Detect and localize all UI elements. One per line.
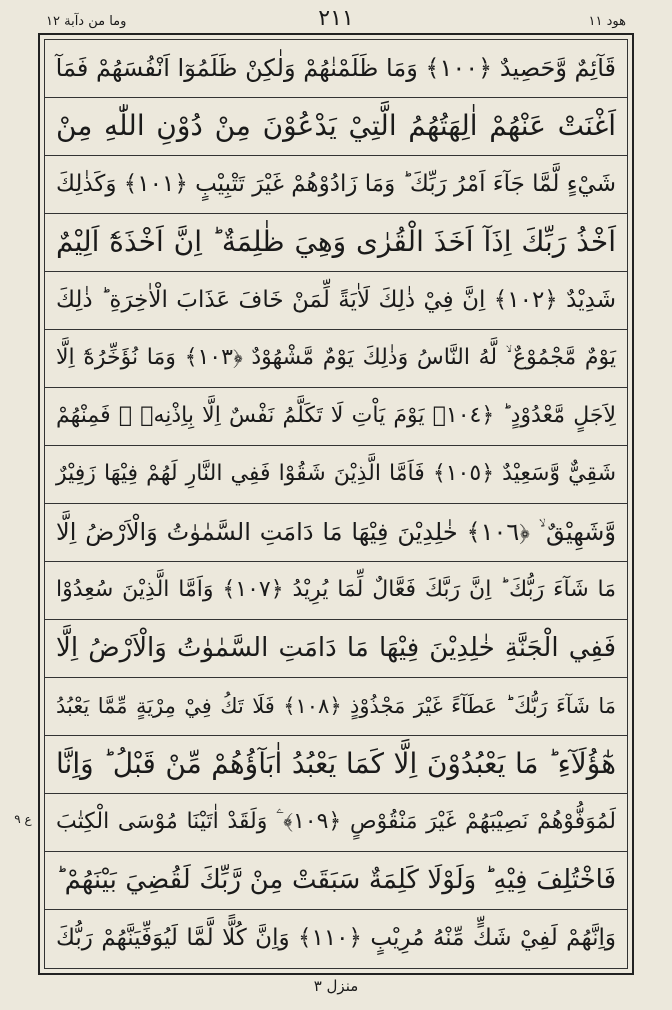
text-line: يَوْمٌ مَّجْمُوْعٌ ۙ لَّهُ النَّاسُ وَذٰلِكَ يَوْمٌ مَّشْهُوْدٌ ﴿١٠٣﴾ وَمَا نُؤَخِّرُهٗٓ اِلَّا [56,345,616,370]
text-line: هٰٓؤُلَآءِ ؕ مَا يَعْبُدُوْنَ اِلَّا كَمَا يَعْبُدُ اٰبَآؤُهُمْ مِّنْ قَبْلُ ؕ وَاِنَّا [56,747,616,780]
text-line: شَدِيْدٌ ﴿١٠٢﴾ اِنَّ فِيْ ذٰلِكَ لَاٰيَةً لِّمَنْ خَافَ عَذَابَ الْاٰخِرَةِ ؕ ذٰلِكَ [56,287,616,313]
text-line: شَقِيٌّ وَّسَعِيْدٌ ﴿١٠٥﴾ فَاَمَّا الَّذِيْنَ شَقُوْا فَفِي النَّارِ لَهُمْ فِيْهَا زَفِيْرٌ [56,461,617,486]
text-block [44,39,628,969]
text-line: قَآئِمٌ وَّحَصِيدٌ ﴿١٠٠﴾ وَمَا ظَلَمْنٰهُمْ وَلٰكِنْ ظَلَمُوٓا اَنْفُسَهُمْ فَمَآ [55,54,616,82]
text-line: مَا شَآءَ رَبُّكَ ؕ اِنَّ رَبَّكَ فَعَّالٌ لِّمَا يُرِيْدُ ﴿١٠٧﴾ وَاَمَّا الَّذِيْنَ سُعِدُوْا [56,577,616,602]
text-line: لِاَجَلٍ مَّعْدُوْدٍ ؕ ﴿١٠٤﴾ يَوْمَ يَاْتِ لَا تَكَلَّمُ نَفْسٌ اِلَّا بِاِذْنِهٖ ۚ فَمِنْهُمْ [56,403,617,428]
page-number: ٢١١ [318,6,354,31]
text-line: لَمُوَفُّوْهُمْ نَصِيْبَهُمْ غَيْرَ مَنْقُوْصٍ ﴿١٠٩﴾ ۧ وَلَقَدْ اٰتَيْنَا مُوْسَى الْكِتٰبَ [56,809,616,834]
manzil-footer: منزل ٣ [313,977,359,995]
text-line: وَاِنَّهُمْ لَفِيْ شَكٍّ مِّنْهُ مُرِيْبٍ ﴿١١٠﴾ وَاِنَّ كُلًّا لَّمَّا لَيُوَفِّيَنَّهُمْ رَبُّكَ [56,925,616,951]
text-line: فَفِي الْجَنَّةِ خٰلِدِيْنَ فِيْهَا مَا دَامَتِ السَّمٰوٰتُ وَالْاَرْضُ اِلَّا [56,633,616,663]
text-line: فَاخْتُلِفَ فِيْهِ ؕ وَلَوْلَا كَلِمَةٌ سَبَقَتْ مِنْ رَّبِّكَ لَقُضِيَ بَيْنَهُمْ ؕ [56,865,616,895]
text-line: اَخْذُ رَبِّكَ اِذَآ اَخَذَ الْقُرٰى وَهِيَ ظٰلِمَةٌ ؕ اِنَّ اَخْذَهٗٓ اَلِيْمٌ [56,225,616,258]
text-line: وَّشَهِيْقٌ ۙ ﴿١٠٦﴾ خٰلِدِيْنَ فِيْهَا مَا دَامَتِ السَّمٰوٰتُ وَالْاَرْضُ اِلَّا [56,518,617,546]
ruku-marker: ع ٩ [14,812,32,826]
text-line: مَا شَآءَ رَبُّكَ ؕ عَطَآءً غَيْرَ مَجْذُوْذٍ ﴿١٠٨﴾ فَلَا تَكُ فِيْ مِرْيَةٍ مِّمَّا يَعْبُدُ [56,694,616,718]
surah-name: هود ١١ [588,14,626,29]
juz-name: وما من دآبة ١٢ [46,14,127,29]
text-line: شَيْءٍ لَّمَّا جَآءَ اَمْرُ رَبِّكَ ؕ وَمَا زَادُوْهُمْ غَيْرَ تَتْبِيْبٍ ﴿١٠١﴾ وَكَذٰلِكَ [55,171,616,197]
text-line: اَغْنَتْ عَنْهُمْ اٰلِهَتُهُمُ الَّتِيْ يَدْعُوْنَ مِنْ دُوْنِ اللّٰهِ مِنْ [56,109,616,142]
